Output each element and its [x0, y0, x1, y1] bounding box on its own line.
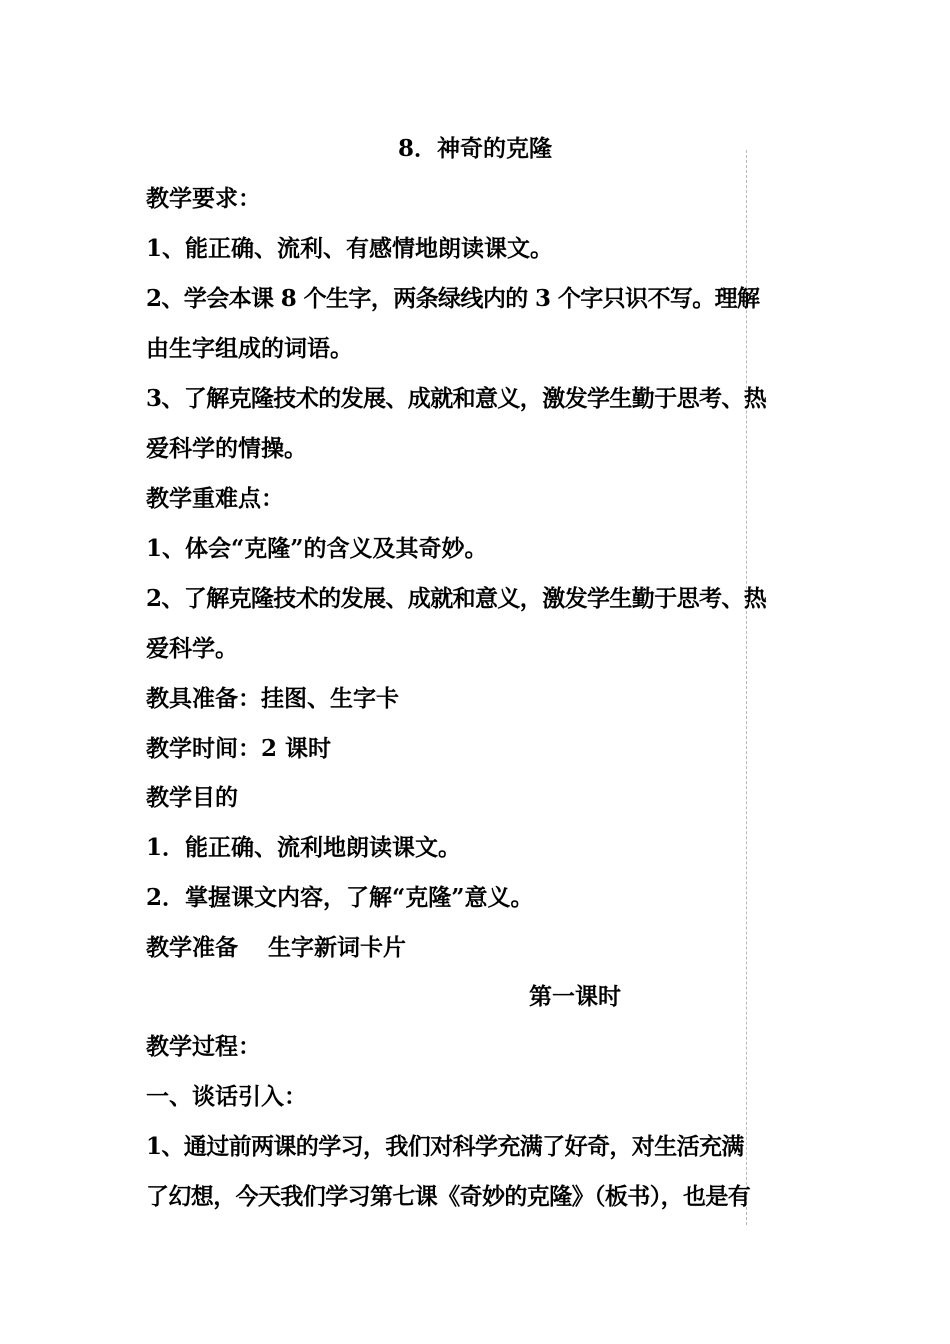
key-points-heading: 教学重难点：: [146, 485, 284, 512]
requirement-item-2-line-1: 2、学会本课 8 个生字，两条绿线内的 3 个字只识不写。理解: [146, 285, 760, 312]
requirements-heading: 教学要求：: [146, 185, 261, 212]
requirement-item-3-line-2: 爱科学的情操。: [146, 435, 307, 462]
key-point-item-2-line-1: 2、了解克隆技术的发展、成就和意义，激发学生勤于思考、热: [146, 585, 767, 612]
paragraph-1-line-2: 了幻想，今天我们学习第七课《奇妙的克隆》（板书），也是有: [146, 1183, 751, 1210]
preparation-label: 教学准备: [146, 934, 238, 961]
objectives-heading: 教学目的: [146, 784, 238, 811]
key-point-item-1: 1、体会“克隆”的含义及其奇妙。: [146, 535, 488, 562]
preparation-value: 生字新词卡片: [268, 934, 406, 961]
key-point-item-2-line-2: 爱科学。: [146, 635, 238, 662]
teaching-time: 教学时间：2 课时: [146, 735, 332, 762]
teaching-tools: 教具准备：挂图、生字卡: [146, 685, 399, 712]
process-heading: 教学过程：: [146, 1033, 261, 1060]
requirement-item-3-line-1: 3、了解克隆技术的发展、成就和意义，激发学生勤于思考、热: [146, 385, 767, 412]
session-heading: 第一课时: [529, 983, 621, 1010]
document-title: 8．神奇的克隆: [397, 135, 552, 162]
paragraph-1-line-1: 1、通过前两课的学习，我们对科学充满了好奇，对生活充满: [146, 1133, 744, 1160]
requirement-item-1: 1、能正确、流利、有感情地朗读课文。: [146, 235, 554, 262]
objective-item-2: 2．掌握课文内容，了解“克隆”意义。: [146, 884, 534, 911]
section-1-heading: 一、谈话引入：: [146, 1083, 307, 1110]
objective-item-1: 1．能正确、流利地朗读课文。: [146, 834, 462, 861]
requirement-item-2-line-2: 由生字组成的词语。: [146, 335, 353, 362]
teaching-preparation: [146, 928, 810, 968]
